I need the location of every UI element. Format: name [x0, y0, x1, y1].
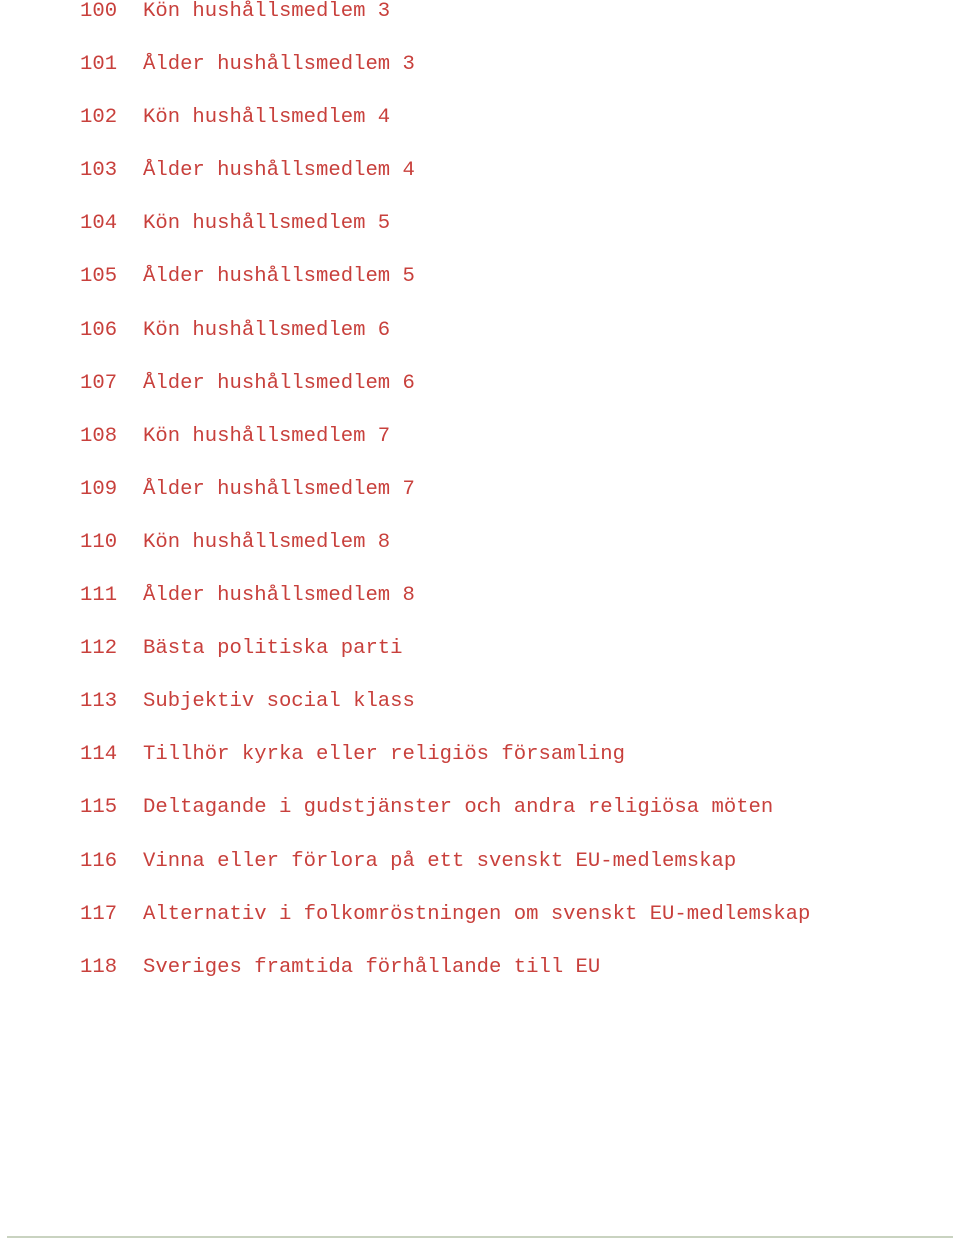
- variable-label: Tillhör kyrka eller religiös församling: [143, 743, 625, 767]
- variable-label: Ålder hushållsmedlem 3: [143, 53, 415, 77]
- variable-entry: [80, 637, 940, 690]
- variable-label: Ålder hushållsmedlem 6: [143, 371, 415, 395]
- variable-entry: [80, 53, 940, 106]
- variable-entry: [80, 690, 940, 743]
- variable-number: 107: [80, 371, 118, 395]
- variable-entry: [80, 531, 940, 584]
- variable-label: Kön hushållsmedlem 5: [143, 212, 391, 236]
- variable-number: 113: [80, 690, 118, 714]
- variable-label: Kön hushållsmedlem 7: [143, 424, 391, 448]
- variable-number: 101: [80, 53, 118, 77]
- variable-number: 116: [80, 849, 118, 873]
- variable-label: Kön hushållsmedlem 8: [143, 530, 391, 554]
- variable-number: 105: [80, 265, 118, 289]
- variable-number: 109: [80, 477, 118, 501]
- variable-number: 100: [80, 0, 118, 23]
- variable-entry: [80, 903, 940, 956]
- variable-entry: [80, 796, 940, 849]
- variable-label: Ålder hushållsmedlem 8: [143, 584, 415, 608]
- variable-label: Ålder hushållsmedlem 5: [143, 265, 415, 289]
- variable-label: Kön hushållsmedlem 3: [143, 0, 391, 23]
- variable-entry: [80, 425, 940, 478]
- variable-number: 111: [80, 584, 118, 608]
- variable-label: Bästa politiska parti: [143, 637, 403, 661]
- variable-entry: [80, 850, 940, 903]
- variable-label: Alternativ i folkomröstningen om svenskt EU-medlemskap: [143, 902, 811, 926]
- variable-number: 103: [80, 159, 118, 183]
- variable-entry: [80, 319, 940, 372]
- variable-number: 118: [80, 955, 118, 979]
- variable-number: 117: [80, 902, 118, 926]
- variable-number: 110: [80, 530, 118, 554]
- variable-number: 108: [80, 424, 118, 448]
- variable-label: Ålder hushållsmedlem 4: [143, 159, 415, 183]
- variable-entry: [80, 159, 940, 212]
- variable-entry: [80, 212, 940, 265]
- variable-entry: [80, 106, 940, 159]
- variable-entry: [80, 478, 940, 531]
- variable-entry: [80, 743, 940, 796]
- variable-label: Kön hushållsmedlem 6: [143, 318, 391, 342]
- variable-entry: [80, 265, 940, 318]
- variable-label: Kön hushållsmedlem 4: [143, 106, 391, 130]
- variable-entry: [80, 956, 940, 1009]
- variable-number: 112: [80, 637, 118, 661]
- variable-label: Vinna eller förlora på ett svenskt EU-medlemskap: [143, 849, 737, 873]
- variable-entry: [80, 584, 940, 637]
- variable-number: 106: [80, 318, 118, 342]
- variable-label: Ålder hushållsmedlem 7: [143, 477, 415, 501]
- variable-number: 114: [80, 743, 118, 767]
- variable-entry: [80, 372, 940, 425]
- variable-number: 115: [80, 796, 118, 820]
- footer-divider: [7, 1236, 953, 1238]
- variable-list: [80, 0, 940, 1009]
- variable-number: 102: [80, 106, 118, 130]
- variable-label: Deltagande i gudstjänster och andra religiösa möten: [143, 796, 774, 820]
- variable-number: 104: [80, 212, 118, 236]
- variable-entry: [80, 0, 940, 53]
- variable-label: Subjektiv social klass: [143, 690, 415, 714]
- variable-label: Sveriges framtida förhållande till EU: [143, 955, 601, 979]
